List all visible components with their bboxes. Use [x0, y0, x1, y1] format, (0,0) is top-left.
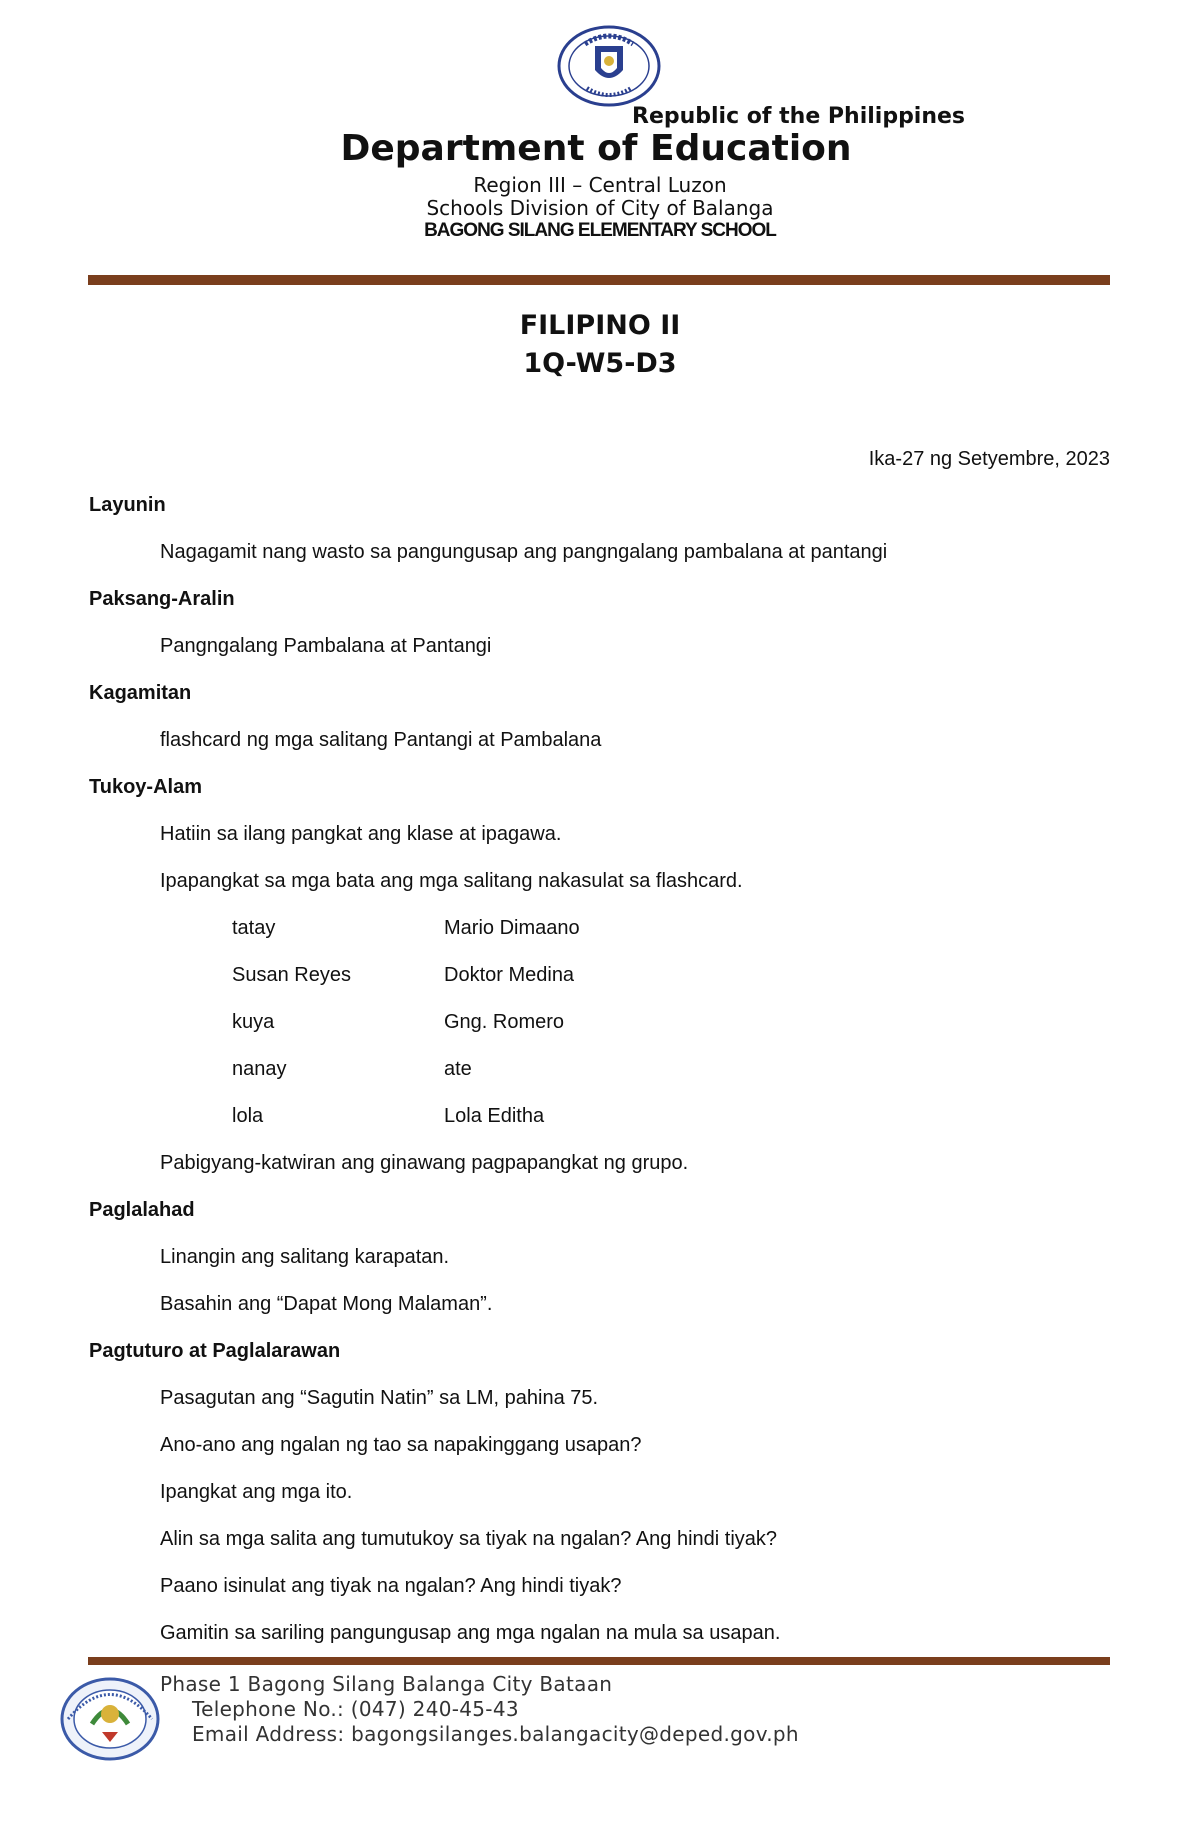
section-heading-layunin: Layunin	[89, 494, 166, 516]
lesson-date: Ika-27 ng Setyembre, 2023	[868, 448, 1110, 470]
section-heading-paglalahad: Paglalahad	[89, 1199, 195, 1221]
word-list-item: kuya	[232, 1011, 275, 1033]
word-list-item: Lola Editha	[444, 1105, 545, 1127]
lesson-code: 1Q-W5-D3	[523, 348, 677, 379]
word-list-item: Doktor Medina	[444, 964, 575, 986]
deped-seal-icon	[555, 24, 663, 108]
tukoy-line-1: Hatiin sa ilang pangkat ang klase at ipagawa.	[160, 823, 562, 845]
republic-heading: Republic of the Philippines	[632, 104, 966, 129]
department-name: Department of Education	[340, 128, 852, 169]
subject-title: FILIPINO II	[519, 310, 681, 341]
pagtuturo-line: Alin sa mga salita ang tumutukoy sa tiyak na ngalan? Ang hindi tiyak?	[160, 1528, 778, 1550]
footer-telephone: Telephone No.: (047) 240-45-43	[192, 1697, 519, 1721]
word-list-item: lola	[232, 1105, 264, 1127]
pagtuturo-line: Ipangkat ang mga ito.	[160, 1481, 353, 1503]
tukoy-line-2: Ipapangkat sa mga bata ang mga salitang nakasulat sa flashcard.	[160, 870, 743, 892]
paksa-text: Pangngalang Pambalana at Pantangi	[160, 635, 492, 657]
school-name: BAGONG SILANG ELEMENTARY SCHOOL	[424, 220, 776, 241]
school-seal-icon	[58, 1676, 162, 1762]
word-list-item: Susan Reyes	[232, 964, 351, 986]
word-list-item: Gng. Romero	[444, 1011, 565, 1033]
division-line: Schools Division of City of Balanga	[426, 196, 774, 220]
section-heading-kagamitan: Kagamitan	[89, 682, 192, 704]
department-heading	[0, 128, 1200, 169]
word-list-item: nanay	[232, 1058, 287, 1080]
word-list-item: Mario Dimaano	[444, 917, 580, 939]
footer-email: Email Address: bagongsilanges.balangacity@deped.gov.ph	[192, 1722, 799, 1746]
section-heading-pagtuturo: Pagtuturo at Paglalarawan	[89, 1340, 341, 1362]
footer-address: Phase 1 Bagong Silang Balanga City Bataan	[160, 1672, 613, 1696]
layunin-text: Nagagamit nang wasto sa pangungusap ang pangngalang pambalana at pantangi	[160, 541, 888, 563]
pagtuturo-line: Ano-ano ang ngalan ng tao sa napakinggang usapan?	[160, 1434, 642, 1456]
pagtuturo-line: Pasagutan ang “Sagutin Natin” sa LM, pahina 75.	[160, 1387, 599, 1409]
paglalahad-line-2: Basahin ang “Dapat Mong Malaman”.	[160, 1293, 493, 1315]
section-heading-paksa: Paksang-Aralin	[89, 588, 235, 610]
header-rule	[88, 275, 1110, 285]
paglalahad-line-1: Linangin ang salitang karapatan.	[160, 1246, 450, 1268]
pagtuturo-line: Paano isinulat ang tiyak na ngalan? Ang hindi tiyak?	[160, 1575, 622, 1597]
tukoy-line-3: Pabigyang-katwiran ang ginawang pagpapangkat ng grupo.	[160, 1152, 689, 1174]
kagamitan-text: flashcard ng mga salitang Pantangi at Pambalana	[160, 729, 602, 751]
word-list-item: ate	[444, 1058, 472, 1080]
word-list-item: tatay	[232, 917, 276, 939]
pagtuturo-line: Gamitin sa sariling pangungusap ang mga ngalan na mula sa usapan.	[160, 1622, 781, 1644]
section-heading-tukoy: Tukoy-Alam	[89, 776, 202, 798]
footer-rule	[88, 1657, 1110, 1665]
region-line: Region III – Central Luzon	[473, 173, 727, 197]
